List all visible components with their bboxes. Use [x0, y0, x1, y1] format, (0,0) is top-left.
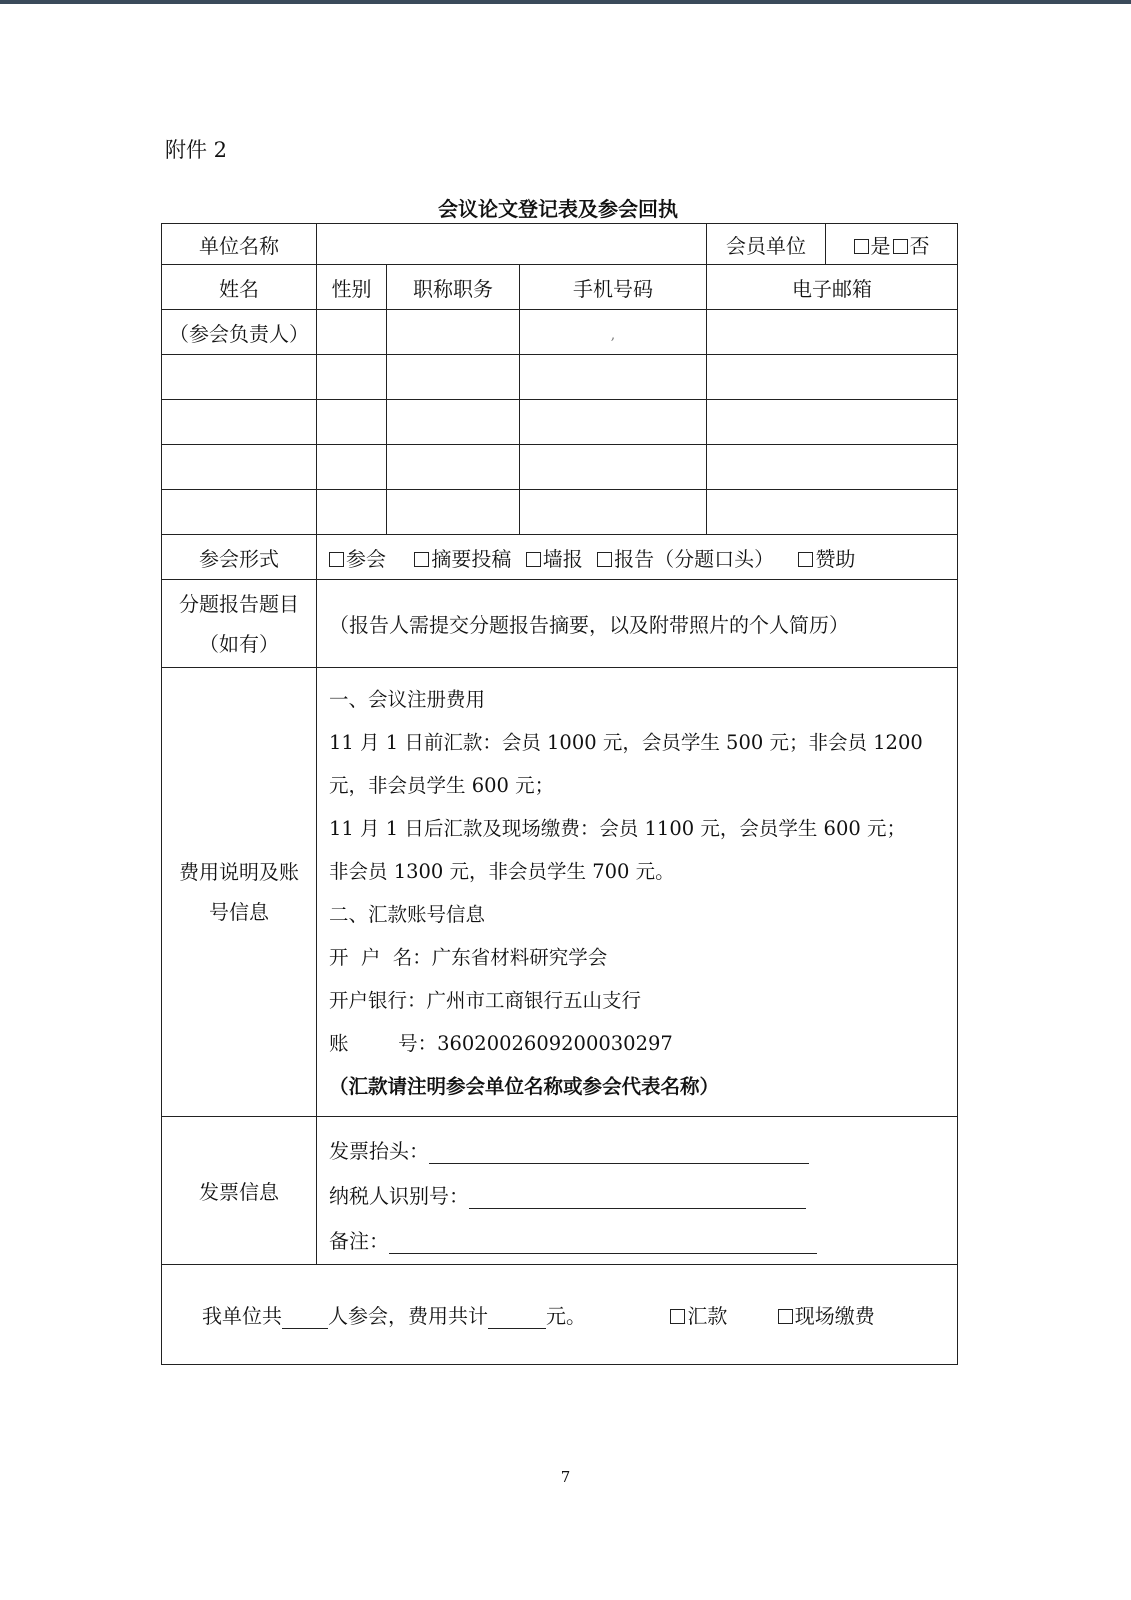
opt-report-label: 报告（分题口头） [614, 546, 775, 571]
remark-label: 备注： [329, 1229, 389, 1253]
fee-line: 非会员 1300 元，非会员学生 700 元。 [329, 860, 675, 883]
attendee-count-field[interactable] [282, 1306, 328, 1329]
header-gender: 性别 [317, 265, 387, 310]
summary-part3: 元。 [546, 1304, 586, 1328]
yes-checkbox[interactable] [854, 239, 869, 254]
gender-cell[interactable] [317, 490, 387, 535]
gender-cell[interactable] [317, 355, 387, 400]
opt-abstract-checkbox[interactable] [414, 552, 429, 567]
member-unit-options [826, 224, 958, 265]
fee-line: 元，非会员学生 600 元； [329, 774, 555, 797]
title-cell[interactable] [387, 400, 520, 445]
form-title: 会议论文登记表及参会回执 [438, 197, 678, 221]
gender-cell[interactable] [317, 400, 387, 445]
fees-label [162, 668, 317, 1117]
title-cell[interactable] [387, 355, 520, 400]
table-row [162, 400, 958, 445]
report-row [162, 580, 958, 668]
fees-row [162, 668, 958, 1117]
fee-line: 二、汇款账号信息 [329, 903, 486, 926]
invoice-label: 发票信息 [162, 1117, 317, 1265]
gender-cell[interactable] [317, 445, 387, 490]
yes-label: 是 [870, 233, 891, 258]
opt-sponsor-label: 赞助 [815, 546, 856, 571]
unit-name-label: 单位名称 [162, 224, 317, 265]
header-phone: 手机号码 [520, 265, 707, 310]
no-checkbox[interactable] [893, 239, 908, 254]
summary-part2: 人参会，费用共计 [328, 1304, 488, 1328]
fee-line: 开户银行：广州市工商银行五山支行 [329, 989, 642, 1012]
attachment-label: 附件 2 [165, 138, 228, 162]
email-cell[interactable] [707, 490, 958, 535]
summary-content [162, 1265, 958, 1365]
title-cell[interactable] [387, 310, 520, 355]
invoice-title-label: 发票抬头： [329, 1139, 429, 1163]
title-cell[interactable] [387, 490, 520, 535]
opt-attend-label: 参会 [346, 546, 386, 571]
transfer-checkbox[interactable] [670, 1309, 685, 1324]
report-label-line2: （如有） [199, 631, 279, 656]
phone-cell[interactable] [520, 400, 707, 445]
table-row [162, 490, 958, 535]
no-label: 否 [909, 233, 930, 258]
fee-line: 开 户 名：广东省材料研究学会 [329, 946, 608, 969]
fee-line: 11 月 1 日后汇款及现场缴费：会员 1100 元，会员学生 600 元； [329, 817, 906, 840]
name-cell[interactable] [162, 445, 317, 490]
fees-label-line2: 号信息 [209, 900, 269, 924]
stray-mark: , [610, 327, 616, 343]
header-title: 职称职务 [387, 265, 520, 310]
invoice-title-field[interactable] [429, 1141, 809, 1164]
header-name: 姓名 [162, 265, 317, 310]
top-edge-line [0, 0, 1131, 4]
fees-content [317, 668, 958, 1117]
email-cell[interactable] [707, 310, 958, 355]
total-fee-field[interactable] [488, 1306, 546, 1329]
email-cell[interactable] [707, 445, 958, 490]
fees-label-line1: 费用说明及账 [179, 860, 299, 884]
registration-form-table [161, 223, 958, 1365]
fee-line: 11 月 1 日前汇款：会员 1000 元，会员学生 500 元；非会员 1200 [329, 731, 923, 754]
transfer-label: 汇款 [687, 1304, 728, 1328]
phone-cell[interactable] [520, 355, 707, 400]
name-cell[interactable] [162, 490, 317, 535]
header-row [162, 265, 958, 310]
participation-label: 参会形式 [162, 535, 317, 580]
taxid-field[interactable] [469, 1186, 806, 1209]
phone-cell[interactable] [520, 445, 707, 490]
responsible-note: （参会负责人） [162, 310, 317, 355]
name-cell[interactable] [162, 400, 317, 445]
unit-name-field[interactable] [317, 224, 707, 265]
email-cell[interactable] [707, 355, 958, 400]
summary-part1: 我单位共 [202, 1304, 282, 1328]
participation-options [317, 535, 958, 580]
email-cell[interactable] [707, 400, 958, 445]
unit-row [162, 224, 958, 265]
member-unit-label: 会员单位 [707, 224, 826, 265]
opt-poster-checkbox[interactable] [526, 552, 541, 567]
participation-row [162, 535, 958, 580]
invoice-row [162, 1117, 958, 1265]
header-email: 电子邮箱 [707, 265, 958, 310]
table-row [162, 355, 958, 400]
opt-poster-label: 墙报 [542, 546, 583, 571]
invoice-content [317, 1117, 958, 1265]
opt-abstract-label: 摘要投稿 [431, 546, 512, 571]
page-number: 7 [560, 1468, 571, 1486]
gender-cell[interactable] [317, 310, 387, 355]
opt-report-checkbox[interactable] [597, 552, 612, 567]
title-cell[interactable] [387, 445, 520, 490]
opt-sponsor-checkbox[interactable] [798, 552, 813, 567]
phone-cell[interactable] [520, 310, 707, 355]
table-row [162, 310, 958, 355]
onsite-label: 现场缴费 [794, 1304, 875, 1328]
report-note[interactable]: （报告人需提交分题报告摘要，以及附带照片的个人简历） [317, 580, 958, 668]
summary-row [162, 1265, 958, 1365]
phone-cell[interactable] [520, 490, 707, 535]
report-label [162, 580, 317, 668]
fee-line: 账 号：3602002609200030297 [329, 1032, 673, 1055]
taxid-label: 纳税人识别号： [329, 1184, 469, 1208]
name-cell[interactable] [162, 355, 317, 400]
fee-line: 一、会议注册费用 [329, 688, 486, 711]
table-row [162, 445, 958, 490]
onsite-checkbox[interactable] [778, 1309, 793, 1324]
remark-field[interactable] [389, 1231, 817, 1254]
opt-attend-checkbox[interactable] [329, 552, 344, 567]
report-label-line1: 分题报告题目 [179, 591, 299, 616]
fee-note: （汇款请注明参会单位名称或参会代表名称） [329, 1075, 720, 1098]
